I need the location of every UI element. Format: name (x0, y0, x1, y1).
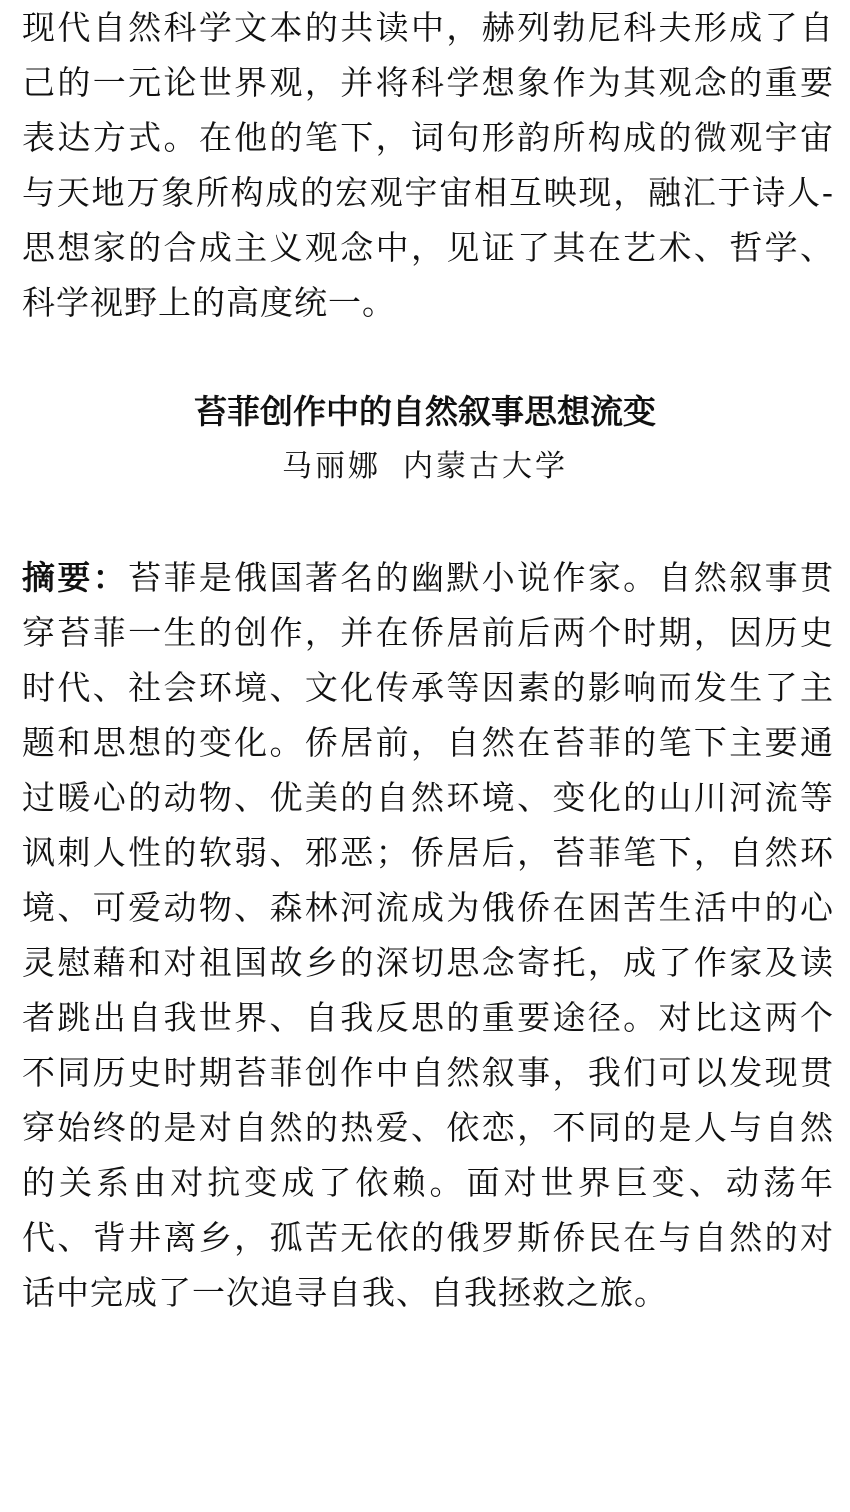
article-title: 苔菲创作中的自然叙事思想流变 (194, 392, 656, 431)
intro-paragraph: 现代自然科学文本的共读中，赫列勃尼科夫形成了自己的一元论世界观，并将科学想象作为其观念的重要表达方式。在他的笔下，词句形韵所构成的微观宇宙与天地万象所构成的宏观宇宙相互映现，融汇于诗人-思想家的合成主义观念中，见证了其在艺术、哲学、科学视野上的高度统一。 (22, 8, 834, 322)
author-affiliation: 内蒙古大学 (403, 449, 568, 484)
abstract-label: 摘要： (22, 558, 129, 597)
abstract-text: 苔菲是俄国著名的幽默小说作家。自然叙事贯穿苔菲一生的创作，并在侨居前后两个时期，因历史时代、社会环境、文化传承等因素的影响而发生了主题和思想的变化。侨居前，自然在苔菲的笔下主要通过暖心的动物、优美的自然环境、变化的山川河流等讽刺人性的软弱、邪恶；侨居后，苔菲笔下，自然环境、可爱动物、森林河流成为俄侨在困苦生活中的心灵慰藉和对祖国故乡的深切思念寄托，成了作家及读者跳出自我世界、自我反思的重要途径。对比这两个不同历史时期苔菲创作中自然叙事，我们可以发现贯穿始终的是对自然的热爱、依恋，不同的是人与自然的关系由对抗变成了依赖。面对世界巨变、动荡年代、背井离乡，孤苦无依的俄罗斯侨民在与自然的对话中完成了一次追寻自我、自我拯救之旅。 (22, 558, 835, 1312)
author-name: 马丽娜 (282, 449, 381, 484)
author-line (0, 444, 850, 490)
abstract-paragraph (22, 550, 834, 1320)
